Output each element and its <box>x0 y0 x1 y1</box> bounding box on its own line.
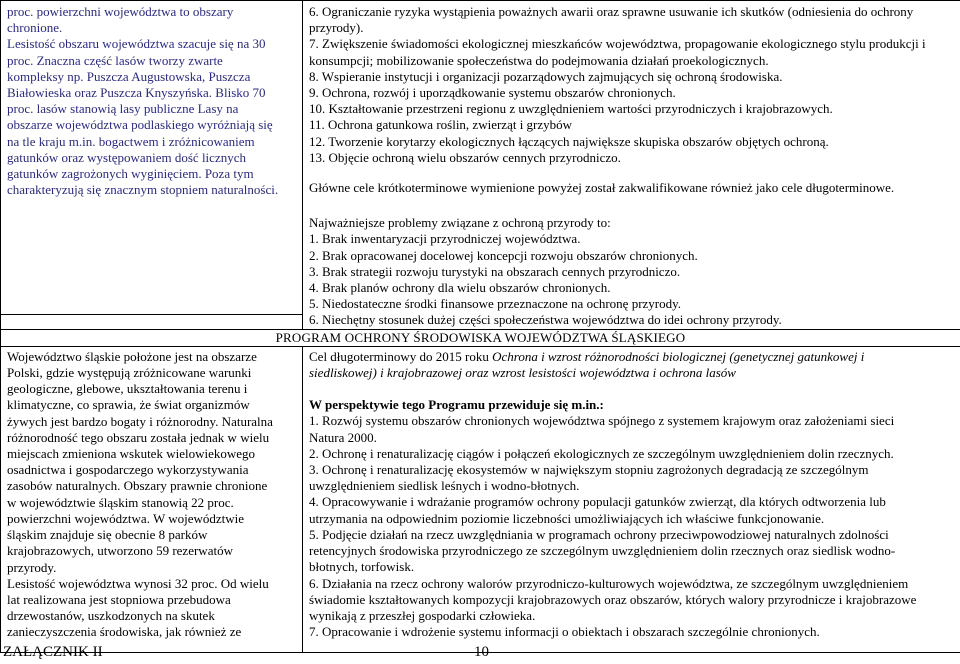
text-line: kompleksy np. Puszcza Augustowska, Puszcza <box>7 68 251 84</box>
text-line: różnorodność tego obszaru została jednak w wielu <box>7 429 270 445</box>
text-line: w województwie śląskim stanowią 22 proc. <box>7 494 234 510</box>
text-line: drzewostanów, uszkodzonych na skutek <box>7 608 215 624</box>
podlaskie-objectives-cell <box>303 1 960 330</box>
text-line: przyrody. <box>7 559 57 575</box>
problem-item: 5. Niedostateczne środki finansowe przeznaczone na ochronę przyrody. <box>309 296 682 312</box>
objective-item: 12. Tworzenie korytarzy ekologicznych łączących największe skupiska obszarów objętych ochroną. <box>309 133 829 149</box>
text-line: osadnictwa i gospodarczego wykorzystywania <box>7 462 249 478</box>
objective-item: 13. Objęcie ochroną wielu obszarów cennych przyrodniczo. <box>309 149 621 165</box>
objective-item: 7. Zwiększenie świadomości ekologicznej mieszkańców województwa, propagowanie ekologicznego stylu produkcji i <box>309 36 926 52</box>
measure-item: świadomie kształtowanych kompozycji krajobrazowych oraz obszarów, których walory przyrodnicze i krajobrazowe <box>309 591 917 607</box>
text-line: śląskim znajduje się obecnie 8 parków <box>7 527 208 543</box>
text-line: miejscach zmieniona wskutek wielowiekowego <box>7 446 256 462</box>
perspective-heading: W perspektywie tego Programu przewiduje się m.in.: <box>309 397 604 413</box>
text-line: gatunków oraz występowaniem dość licznych <box>7 149 246 165</box>
long-term-note: Główne cele krótkoterminowe wymienione powyżej został zakwalifikowane również jako cele długoterminowe. <box>309 180 895 196</box>
measure-item: 1. Rozwój systemu obszarów chronionych województwa spójnego z systemem krajowym oraz założeniami sieci <box>309 413 895 429</box>
text-line: proc. lasów stanowią lasy publiczne Lasy na <box>7 101 239 117</box>
problem-item: 6. Niechętny stosunek dużej części społeczeństwa województwa do idei ochrony przyrody. <box>309 312 782 328</box>
objective-item: 10. Kształtowanie przestrzeni regionu z uwzględnieniem wartości przyrodniczych i krajobrazowych. <box>309 101 833 117</box>
long-term-goal <box>309 349 954 365</box>
text-line: Województwo śląskie położone jest na obszarze <box>7 348 257 364</box>
objective-item: 8. Wspieranie instytucji i organizacji pozarządowych zajmujących się ochroną środowiska. <box>309 68 783 84</box>
page-number: 10 <box>474 644 489 660</box>
measure-item: 6. Działania na rzecz ochrony walorów przyrodniczo-kulturowych województwa, ze szczególnym uwzględnieniem <box>309 575 909 591</box>
problem-item: 2. Brak opracowanej docelowej koncepcji rozwoju obszarów chronionych. <box>309 247 698 263</box>
goal-intro: Cel długoterminowy do 2015 roku <box>309 348 489 364</box>
annex-label: ZAŁĄCZNIK II <box>3 644 103 660</box>
text-line: na tle kraju m.in. bogactwem i zróżnicowaniem <box>7 133 255 149</box>
text-line: geologiczne, glebowe, ukształtowania terenu i <box>7 381 248 397</box>
text-line: krajobrazowych, utworzono 59 rezerwatów <box>7 543 233 559</box>
podlaskie-description-cell <box>1 1 303 315</box>
measure-item: Natura 2000. <box>309 429 377 445</box>
empty-left-cell <box>1 315 303 329</box>
problems-list <box>309 231 954 328</box>
text-line: Lesistość województwa wynosi 32 proc. Od wielu <box>7 575 269 591</box>
objective-item: konsumpcji; mobilizowanie społeczeństwa do podejmowania działań proekologicznych. <box>309 52 769 68</box>
page-footer <box>0 642 960 664</box>
measure-item: retencyjnych środowiska przyrodniczego ze szczególnym uwzględnieniem dolin rzecznych oraz siedlisk wodno- <box>309 543 896 559</box>
text-line: klimatyczne, co sprawia, że świat organizmów <box>7 397 250 413</box>
measure-item: uwzględnieniem siedlisk leśnych i wodno-błotnych. <box>309 478 580 494</box>
slaskie-goals-cell <box>303 346 960 652</box>
text-line: lat realizowana jest stopniowa przebudowa <box>7 591 231 607</box>
measure-item: wynikają z przeszłej gospodarki człowieka. <box>309 607 536 623</box>
text-line: żywych jest bardzo bogaty i różnorodny. Naturalna <box>7 413 273 429</box>
measure-item: 3. Ochronę i renaturalizację ekosystemów w największym stopniu zagrożonych degradacją ze szczególnym <box>309 462 869 478</box>
text-line: Polski, gdzie występują zróżnicowane warunki <box>7 365 252 381</box>
slaskie-description-cell <box>1 346 303 652</box>
measure-item: błotnych, torfowisk. <box>309 559 415 575</box>
objective-item: 6. Ograniczanie ryzyka wystąpienia poważnych awarii oraz sprawne usuwanie ich skutków (odniesienia do ochrony <box>309 4 914 19</box>
text-line: charakteryzują się znacznym stopniem naturalności. <box>7 182 279 198</box>
goal-italic-1: Ochrona i wzrost różnorodności biologicznej (genetycznej gatunkowej i <box>492 348 865 364</box>
objective-item: 11. Ochrona gatunkowa roślin, zwierząt i grzybów <box>309 117 573 133</box>
problem-item: 1. Brak inwentaryzacji przyrodniczej województwa. <box>309 231 581 247</box>
text-line: zasobów naturalnych. Obszary prawnie chronione <box>7 478 268 494</box>
podlaskie-description <box>7 4 296 198</box>
text-line: Lesistość obszaru województwa szacuje się na 30 <box>7 36 266 52</box>
program-title: PROGRAM OCHRONY ŚRODOWISKA WOJEWÓDZTWA ŚLĄSKIEGO <box>1 329 960 346</box>
text-line: Białowieska oraz Puszcza Knyszyńska. Blisko 70 <box>7 85 266 101</box>
problems-heading: Najważniejsze problemy związane z ochroną przyrody to: <box>309 215 611 231</box>
objectives-list <box>309 4 954 166</box>
text-line: gatunków zagrożonych wyginięciem. Poza tym <box>7 166 254 182</box>
text-line: proc. powierzchni województwa to obszary <box>7 4 234 19</box>
measure-item: 7. Opracowanie i wdrożenie systemu informacji o obiektach i obszarach szczególnie chronionych. <box>309 624 820 640</box>
measure-item: 5. Podjęcie działań na rzecz uwzględniania w programach ochrony przeciwpowodziowej naturalnych zdolności <box>309 526 889 542</box>
text-line: obszarze województwa podlaskiego wyróżniają się <box>7 117 273 133</box>
text-line: chronione. <box>7 20 63 36</box>
problem-item: 4. Brak planów ochrony dla wielu obszarów chronionych. <box>309 280 611 296</box>
goal-italic-2: siedliskowej) i krajobrazowej oraz wzrost lesistości województwa i ochrona lasów <box>309 365 736 381</box>
text-line: proc. Znaczna część lasów tworzy zwarte <box>7 52 223 68</box>
objective-item: 9. Ochrona, rozwój i uporządkowanie systemu obszarów chronionych. <box>309 85 676 101</box>
measure-item: utrzymania na odpowiednim poziomie liczebności umożliwiających ich właściwe funkcjonowanie. <box>309 510 825 526</box>
measure-item: 4. Opracowywanie i wdrażanie programów ochrony populacji gatunków zwierząt, dla których odtworzenia lub <box>309 494 886 510</box>
measures-list <box>309 413 954 640</box>
problem-item: 3. Brak strategii rozwoju turystyki na obszarach cennych przyrodniczo. <box>309 263 681 279</box>
slaskie-description <box>7 349 296 641</box>
text-line: powierzchni województwa. W województwie <box>7 510 245 526</box>
objective-item: przyrody). <box>309 20 364 36</box>
text-line: zanieczyszczenia środowiska, jak również ze <box>7 624 242 640</box>
measure-item: 2. Ochronę i renaturalizację ciągów i połączeń ekologicznych ze szczególnym uwzględnieniem dolin rzecznych. <box>309 445 894 461</box>
